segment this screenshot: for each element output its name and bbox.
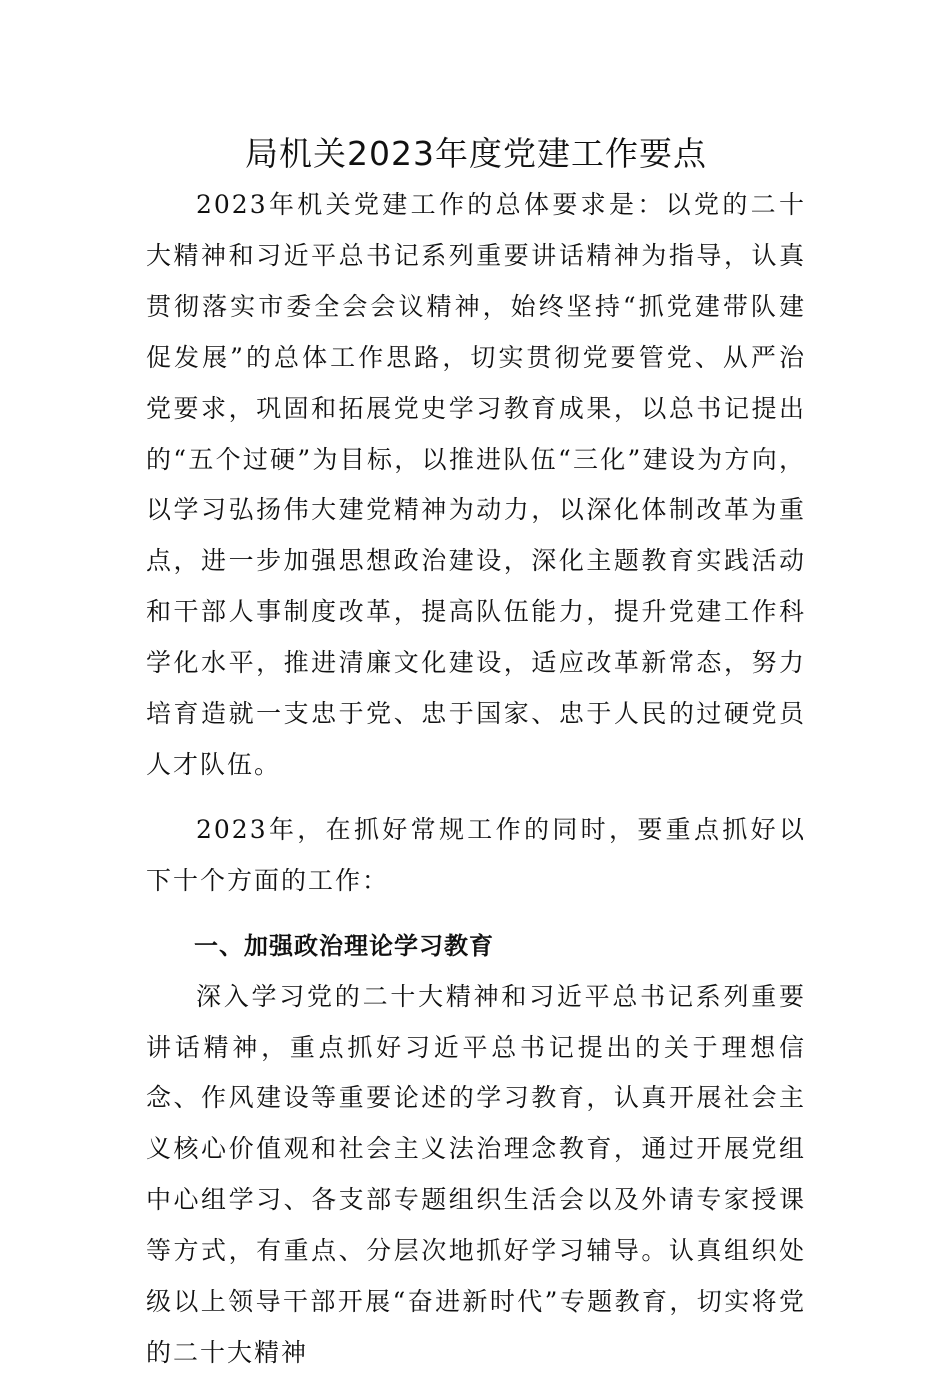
paragraph-spacer — [146, 907, 806, 921]
intro-paragraph: 2023年机关党建工作的总体要求是：以党的二十大精神和习近平总书记系列重要讲话精神为指导，认真贯彻落实市委全会会议精神，始终坚持“抓党建带队建促发展”的总体工作思路，切实贯彻党要管党、从严治党要求，巩固和拓展党史学习教育成果，以总书记提出的“五个过硬”为目标，以推进队伍“三化”建设为方向，以学习弘扬伟大建党精神为动力，以深化体制改革为重点，进一步加强思想政治建设，深化主题教育实践活动和干部人事制度改革，提高队伍能力，提升党建工作科学化水平，推进清廉文化建设，适应改革新常态，努力培育造就一支忠于党、忠于国家、忠于人民的过硬党员人才队伍。 — [146, 190, 806, 779]
section-1-body: 深入学习党的二十大精神和习近平总书记系列重要讲话精神，重点抓好习近平总书记提出的关于理想信念、作风建设等重要论述的学习教育，认真开展社会主义核心价值观和社会主义法治理念教育，通过开展党组中心组学习、各支部专题组织生活会以及外请专家授课等方式，有重点、分层次地抓好学习辅导。认真组织处级以上领导干部开展“奋进新时代”专题教育，切实将党的二十大精神 — [146, 981, 806, 1367]
document-page — [146, 128, 806, 1379]
document-title: 局机关2023年度党建工作要点 — [245, 134, 707, 173]
section-heading-1: 一、加强政治理论学习教育 — [194, 931, 494, 960]
summary-paragraph: 2023年，在抓好常规工作的同时，要重点抓好以下十个方面的工作： — [146, 814, 806, 895]
paragraph-spacer — [146, 791, 806, 805]
